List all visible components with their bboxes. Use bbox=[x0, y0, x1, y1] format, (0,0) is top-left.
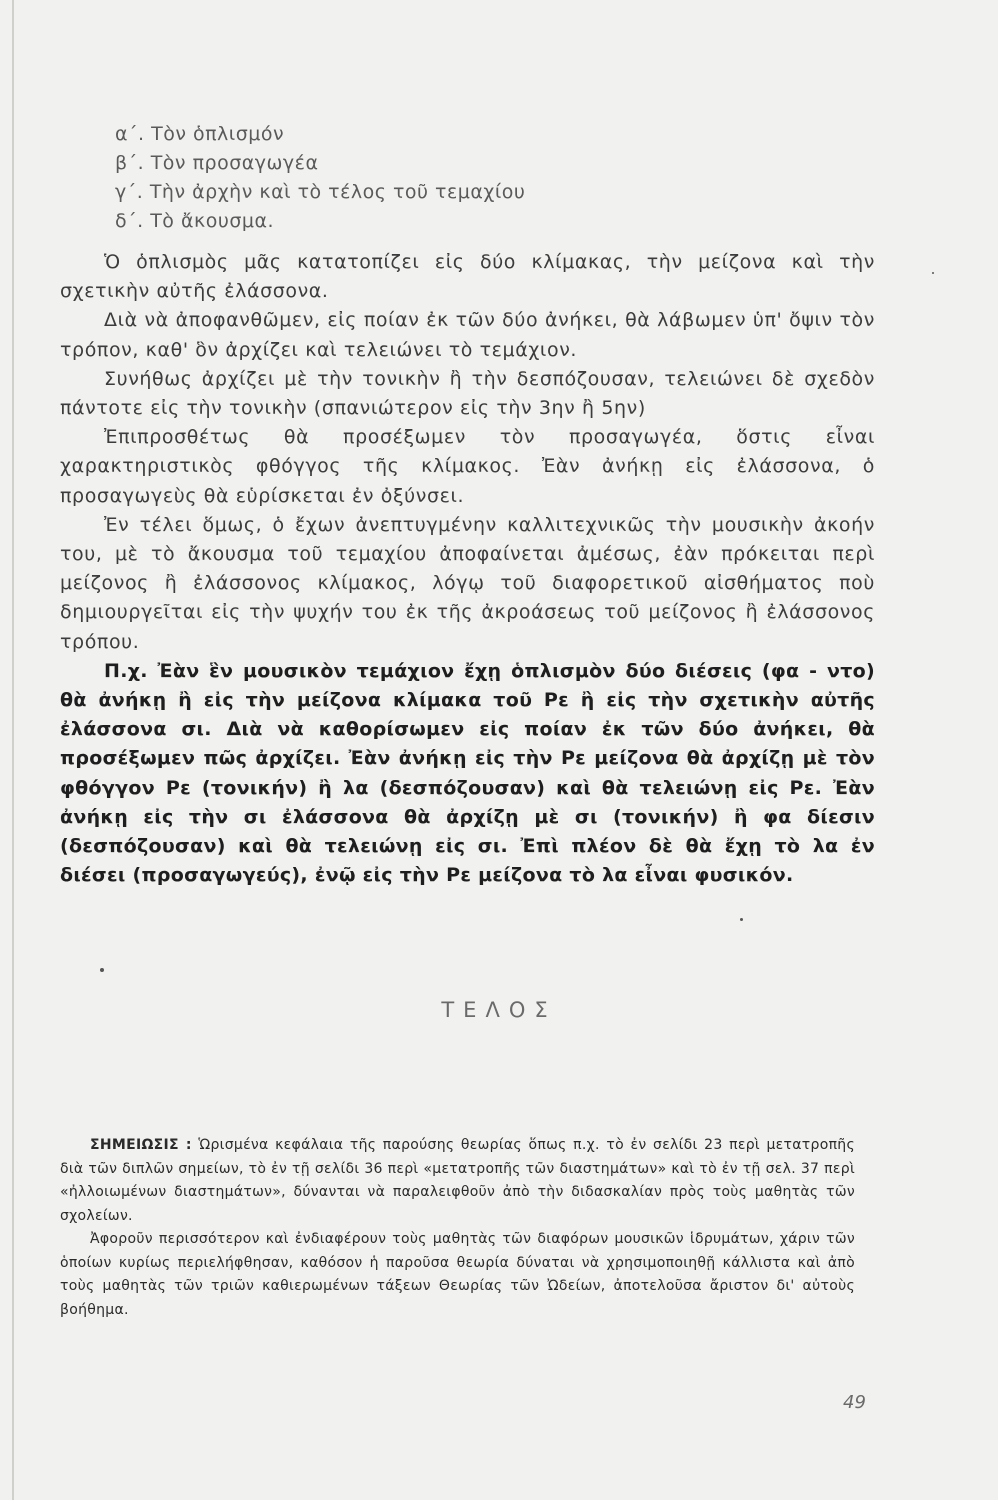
note-label: ΣΗΜΕΙΩΣΙΣ : bbox=[90, 1137, 192, 1153]
end-heading: ΤΕΛΟΣ bbox=[441, 998, 557, 1022]
ink-speck bbox=[740, 918, 743, 921]
page-fold-line bbox=[12, 0, 14, 1500]
note-paragraph-2: Ἀφοροῦν περισσότερον καὶ ἐνδιαφέρουν τοὺς μαθητὰς τῶν διαφόρων μουσικῶν ἱδρυμάτων, χάριν τῶν ὁποίων κυρίως περιελήφθησαν, καθόσον ἡ παροῦσα θεωρία δύναται νὰ χρησιμοποιηθῇ κάλλιστα καὶ ἀπὸ τοὺς μαθητὰς τῶν τριῶν καθιερωμένων τάξεων Θεωρίας τῶν Ὠδείων, ἀποτελοῦσα ἄριστον δι' αὐτοὺς βοήθημα. bbox=[60, 1231, 855, 1318]
paragraph: Ἐπιπροσθέτως θὰ προσέξωμεν τὸν προσαγωγέα, ὅστις εἶναι χαρακτηριστικὸς φθόγγος τῆς κλίμακος. Ἐὰν ἀνήκῃ εἰς ἐλάσσονα, ὁ προσαγωγεὺς θὰ εὑρίσκεται ἐν ὀξύνσει. bbox=[60, 426, 875, 507]
ink-speck bbox=[100, 968, 104, 972]
footnote bbox=[60, 1134, 855, 1322]
list-item: β΄. Τὸν προσαγωγέα bbox=[115, 152, 319, 174]
paragraph: Συνήθως ἀρχίζει μὲ τὴν τονικὴν ἢ τὴν δεσπόζουσαν, τελειώνει δὲ σχεδὸν πάντοτε εἰς τὴν τονικὴν (σπανιώτερον εἰς τὴν 3ην ἢ 5ην) bbox=[60, 367, 875, 420]
list-item: α΄. Τὸν ὁπλισμόν bbox=[115, 123, 285, 145]
paragraph: Ἐν τέλει ὅμως, ὁ ἔχων ἀνεπτυγμένην καλλιτεχνικῶς τὴν μουσικὴν ἀκοήν του, μὲ τὸ ἄκουσμα τοῦ τεμαχίου ἀποφαίνεται ἀμέσως, ἐὰν πρόκειται περὶ μείζονος ἢ ἐλάσσονος κλίμακος, λόγῳ τοῦ διαφορετικοῦ αἰσθήματος ποὺ δημιουργεῖται εἰς τὴν ψυχήν του ἐκ τῆς ἀκροάσεως τοῦ μείζονος ἢ ἐλάσσονος τρόπου. bbox=[60, 513, 875, 653]
paragraph: Ὁ ὁπλισμὸς μᾶς κατατοπίζει εἰς δύο κλίμακας, τὴν μείζονα καὶ τὴν σχετικὴν αὐτῆς ἐλάσσονα. bbox=[60, 251, 875, 303]
ink-speck bbox=[932, 272, 934, 274]
body-text bbox=[60, 248, 875, 890]
note-paragraph bbox=[60, 1134, 855, 1228]
example-paragraph: Π.χ. Ἐὰν ἓν μουσικὸν τεμάχιον ἔχῃ ὁπλισμὸν δύο διέσεις (φα - ντο) θὰ ἀνήκῃ ἢ εἰς τὴν μείζονα κλίμακα τοῦ Ρε ἢ εἰς τὴν σχετικὴν αὐτῆς ἐλάσσονα σι. Διὰ νὰ καθορίσωμεν εἰς ποίαν ἐκ τῶν δύο ἀνήκει, θὰ προσέξωμεν πῶς ἀρχίζει. Ἐὰν ἀνήκῃ εἰς τὴν Ρε μείζονα θὰ ἀρχίζῃ μὲ τὸν φθόγγον Ρε (τονικήν) ἢ λα (δεσπόζουσαν) καὶ θὰ τελειώνῃ εἰς Ρε. Ἐὰν ἀνήκῃ εἰς τὴν σι ἐλάσσονα θὰ ἀρχίζῃ μὲ σι (τονικήν) ἢ φα δίεσιν (δεσπόζουσαν) καὶ θὰ τελειώνῃ εἰς σι. Ἐπὶ πλέον δὲ θὰ ἔχῃ τὸ λα ἐν διέσει (προσαγωγεύς), ἐνῷ εἰς τὴν Ρε μείζονα τὸ λα εἶναι φυσικόν. bbox=[60, 659, 875, 887]
paragraph: Διὰ νὰ ἀποφανθῶμεν, εἰς ποίαν ἐκ τῶν δύο ἀνήκει, θὰ λάβωμεν ὑπ' ὄψιν τὸν τρόπον, καθ' ὃν ἀρχίζει καὶ τελειώνει τὸ τεμάχιον. bbox=[60, 309, 875, 361]
note-text: Ὡρισμένα κεφάλαια τῆς παρούσης θεωρίας ὅπως π.χ. τὸ ἐν σελίδι 23 περὶ μετατροπῆς διὰ τῶν διπλῶν σημείων, τὸ ἐν τῇ σελίδι 36 περὶ «μετατροπῆς τῶν διαστημάτων» καὶ τὸ ἐν τῇ σελ. 37 περὶ «ἠλλοιωμένων διαστημάτων», δύνανται νὰ παραλειφθοῦν ἀπὸ τὴν διδασκαλίαν πρὸς τοὺς μαθητὰς τῶν σχολείων. bbox=[60, 1137, 855, 1224]
page-number: 49 bbox=[843, 1392, 866, 1413]
numbered-list bbox=[115, 120, 615, 236]
list-item: δ΄. Τὸ ἄκουσμα. bbox=[115, 210, 275, 232]
list-item: γ΄. Τὴν ἀρχὴν καὶ τὸ τέλος τοῦ τεμαχίου bbox=[115, 181, 526, 203]
